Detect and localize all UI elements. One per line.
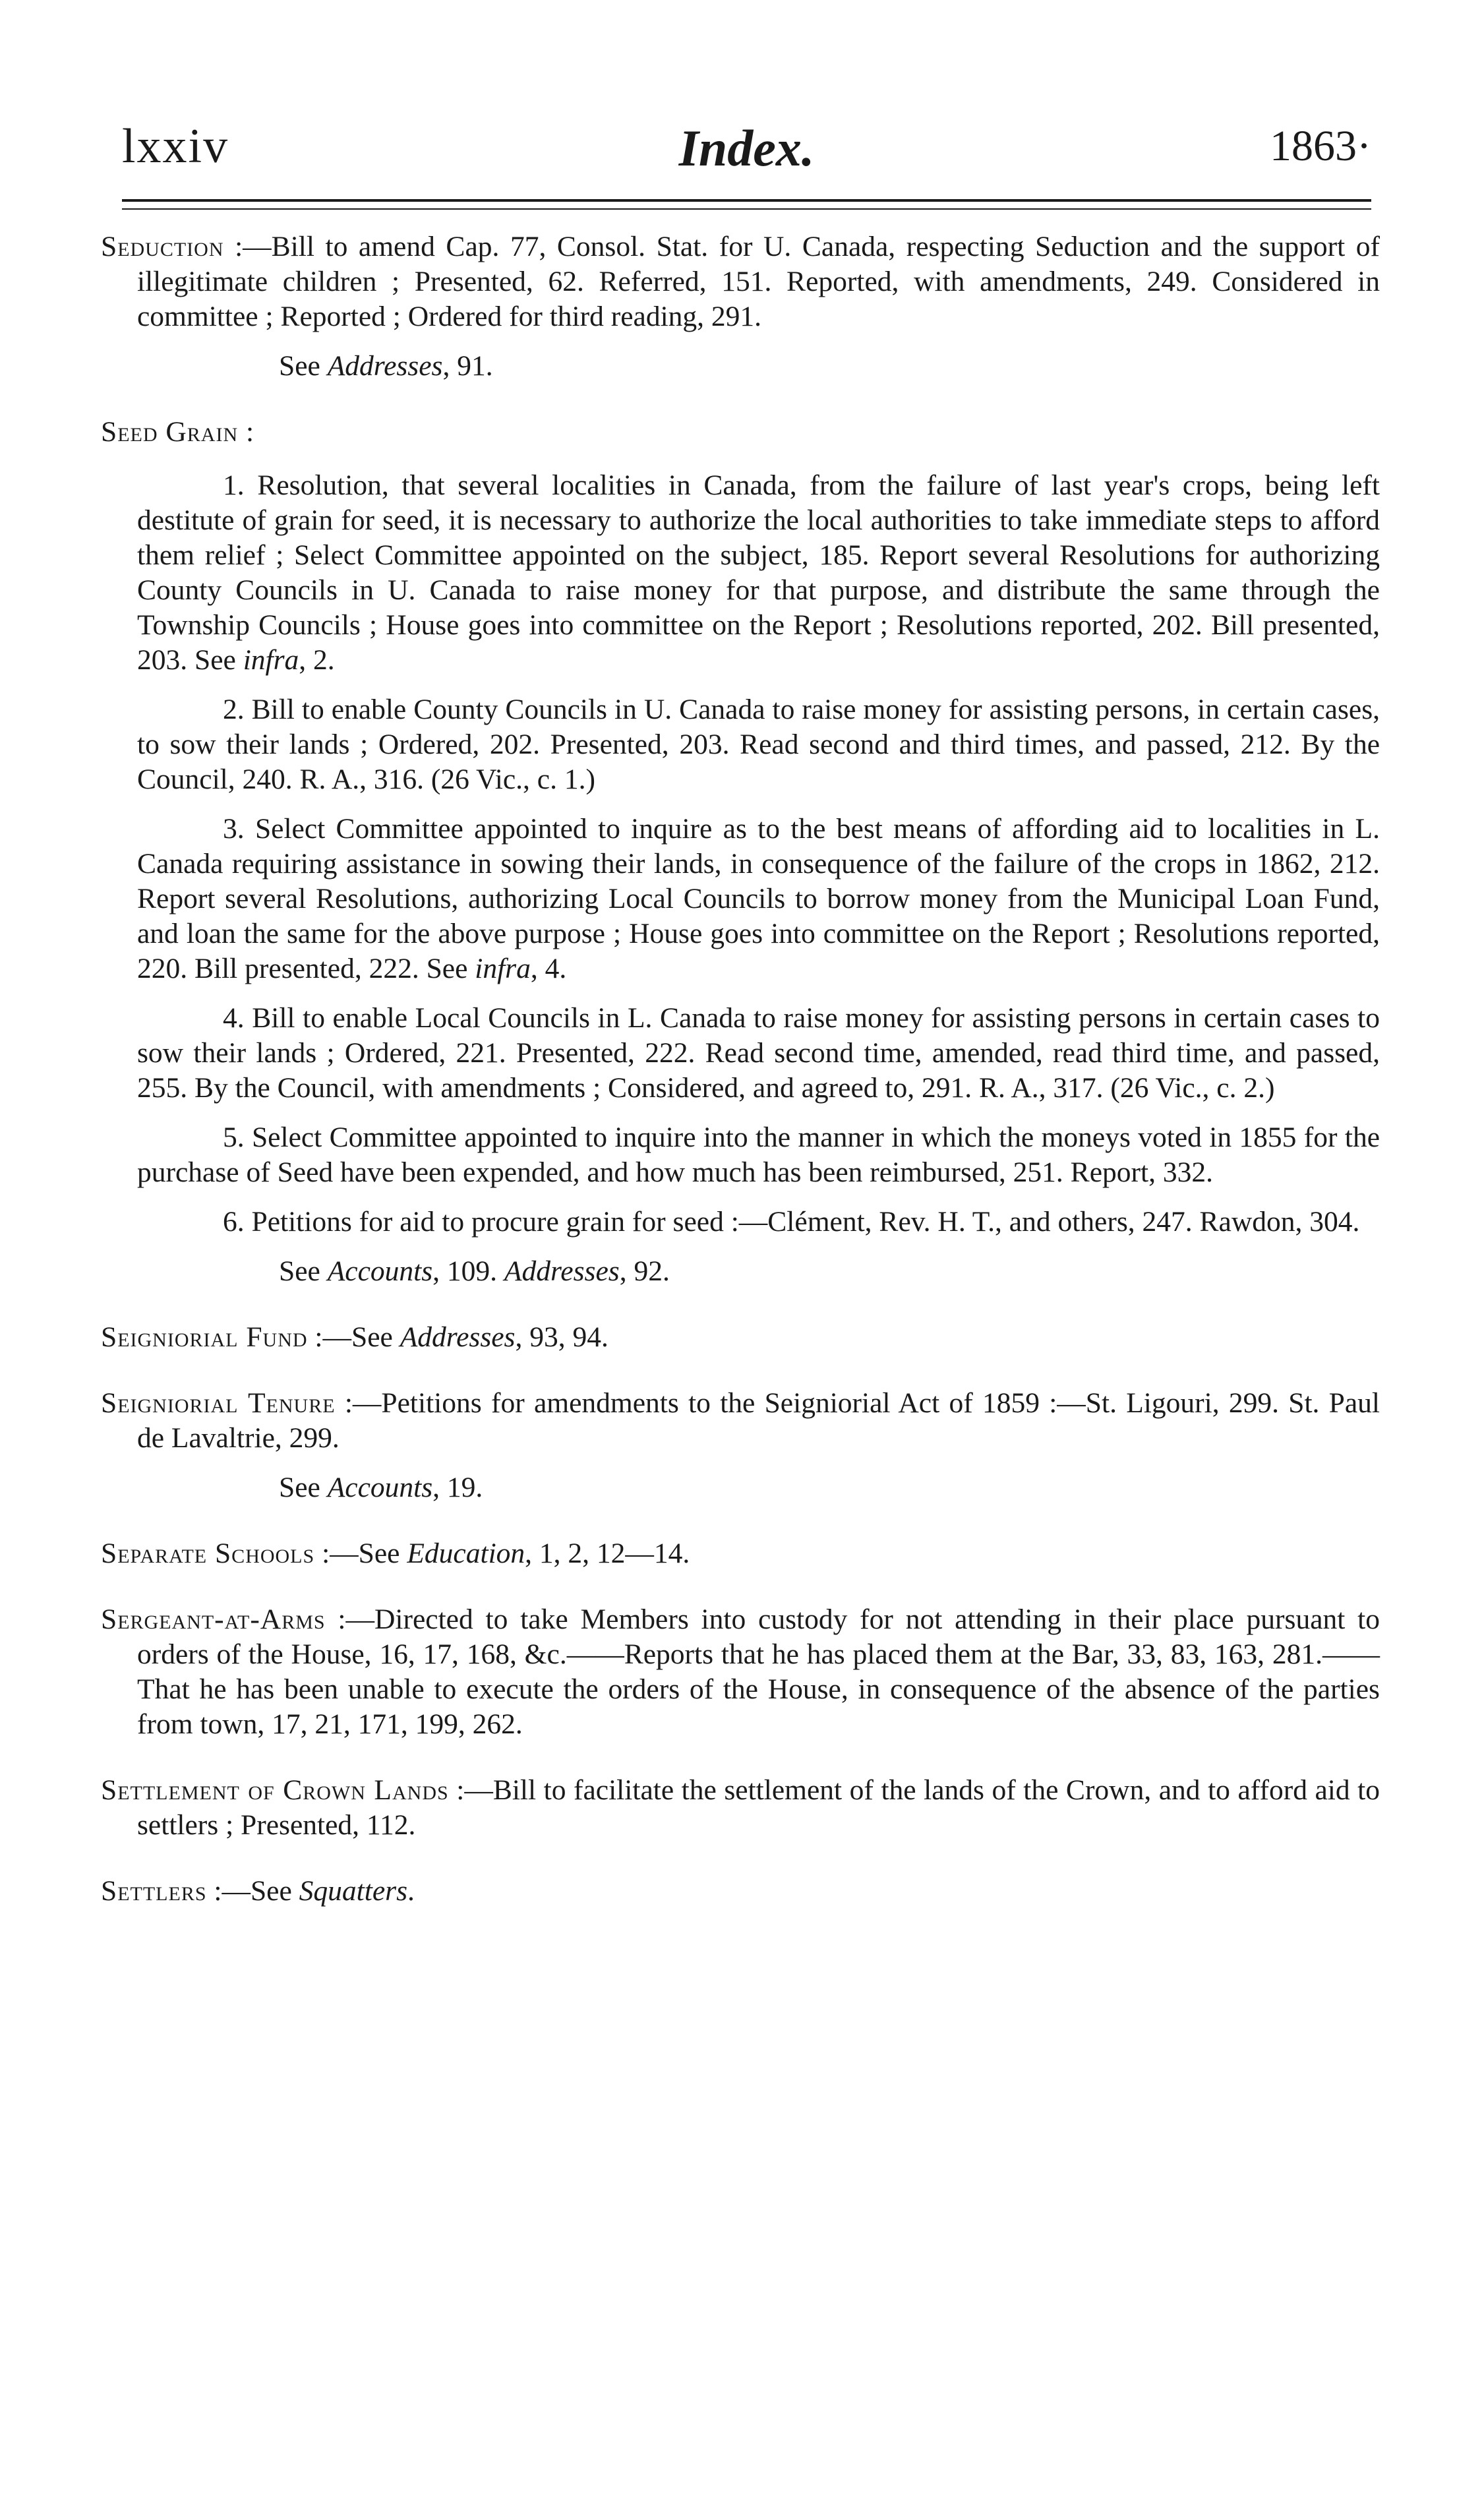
entry-body: :—Bill to facilitate the settlement of the lands of the Crown, and to afford aid to settlers ; Presented, 112. [137,1774,1380,1841]
entry-text [101,1874,1380,1909]
page-title: Index. [678,119,815,177]
sub-entry-number: 6. [223,1206,245,1238]
see-reference [101,349,1380,384]
sub-entry-text: Petitions for aid to procure grain for seed :—Clément, Rev. H. T., and others, 247. Rawdon, 304. [251,1206,1360,1238]
entry-body: :—Petitions for amendments to the Seigniorial Act of 1859 :—St. Ligouri, 299. St. Paul de Lavaltrie, 299. [137,1387,1380,1454]
entry-body: :—See [314,1321,400,1353]
sub-entry-number: 5. [223,1122,245,1153]
sub-entry-6 [101,1205,1380,1240]
entry-text [101,1602,1380,1742]
cross-ref: Accounts [327,1472,433,1503]
see-prefix: See [279,1472,328,1503]
sub-entry-4 [101,1001,1380,1106]
entry-seduction [101,229,1380,384]
cross-ref: Accounts [327,1255,433,1287]
entry-text [101,1386,1380,1456]
entry-separate-schools [101,1536,1380,1571]
entry-text [101,229,1380,334]
sub-entry-3 [101,812,1380,986]
entry-text [101,1536,1380,1571]
entry-heading: Seduction [101,231,224,262]
entry-seigniorial-fund [101,1320,1380,1355]
entry-settlement-crown-lands [101,1773,1380,1843]
cross-ref: Addresses [327,350,443,382]
sub-entry-number: 2. [223,694,245,725]
sub-entry-text: Select Committee appointed to inquire as to the best means of affording aid to localities in L. Canada requiring assistance in sowing their lands, in consequence of the failure of the crops in 1862, 212. Report several Resolutions, authorizing Local Councils to borrow money from the Municipal Loan Fund, and loan the same for the above purpose ; House goes into committee on the Report ; Resolutions reported, 220. Bill presented, 222. See [137,813,1380,984]
cross-ref: Addresses [400,1321,516,1353]
sub-entry-text: Resolution, that several localities in Canada, from the failure of last year's crops, being left destitute of grain for seed, it is necessary to authorize the local authorities to take immediate steps to afford them relief ; Select Committee appointed on the subject, 185. Report several Resolutions for authorizing County Councils in U. Canada to raise money for that purpose, and distribute the same through the Township Councils ; House goes into committee on the Report ; Resolutions reported, 202. Bill presented, 203. See [137,469,1380,676]
index-content [101,229,1380,1940]
entry-heading: Separate Schools [101,1538,315,1569]
running-head [122,119,1371,178]
page-number: lxxiv [122,119,229,173]
see-prefix: See [279,1255,328,1287]
entry-body: :—Bill to amend Cap. 77, Consol. Stat. for U. Canada, respecting Seduction and the support of illegitimate children ; Presented, 62. Referred, 151. Reported, with amendments, 249. Considered in committee ; Reported ; Ordered for third reading, 291. [137,231,1380,332]
sub-entry-number: 4. [223,1002,245,1034]
entry-seigniorial-tenure [101,1386,1380,1505]
entry-heading: Settlers [101,1875,207,1907]
sub-entry-1 [101,468,1380,678]
sub-entry-text: Bill to enable County Councils in U. Canada to raise money for assisting persons, in certain cases, to sow their lands ; Ordered, 202. Presented, 203. Read second and third times, and passed, 212. By the Council, 240. R. A., 316. (26 Vic., c. 1.) [137,694,1380,795]
year-label: 1863· [1270,122,1371,170]
entry-heading: Seigniorial Tenure [101,1387,336,1419]
entry-tail: , 93, 94. [515,1321,608,1353]
sub-entry-text: Select Committee appointed to inquire into the manner in which the moneys voted in 1855 for the purchase of Seed have been expended, and how much has been reimbursed, 251. Report, 332. [137,1122,1380,1188]
sub-entry-5 [101,1120,1380,1190]
entry-tail: , 1, 2, 12—14. [525,1538,690,1569]
entry-text [101,1320,1380,1355]
cross-ref: Squatters [299,1875,408,1907]
sub-entry-tail: , 2. [299,644,335,676]
see-suffix: , 92. [619,1255,670,1287]
entry-body: :—Directed to take Members into custody for not attending in their place pursuant to orders of the House, 16, 17, 168, &c.——Reports that he has placed them at the Bar, 33, 83, 163, 281.——That he has been unable to execute the orders of the House, in consequence of the absence of the parties from town, 17, 21, 171, 199, 262. [137,1603,1380,1740]
sub-entry-2 [101,692,1380,797]
entry-seed-grain [101,415,1380,1289]
entry-tail: . [407,1875,415,1907]
entry-text [101,415,1380,450]
entry-sergeant-at-arms [101,1602,1380,1742]
sub-entry-number: 3. [223,813,245,845]
cross-ref: infra [243,644,299,676]
entry-body: :—See [322,1538,407,1569]
sub-entry-tail: , 4. [530,953,567,984]
cross-ref: infra [475,953,531,984]
cross-ref: Education [407,1538,525,1569]
sub-entry-number: 1. [223,469,245,501]
header-rule [122,199,1371,210]
entry-heading: Seigniorial Fund [101,1321,308,1353]
see-suffix: , 91. [442,350,493,382]
entry-body: :—See [214,1875,299,1907]
sub-entry-text: Bill to enable Local Councils in L. Canada to raise money for assisting persons in certain cases to sow their lands ; Ordered, 221. Presented, 222. Read second time, amended, read third time, and passed, 255. By the Council, with amendments ; Considered, and agreed to, 291. R. A., 317. (26 Vic., c. 2.) [137,1002,1380,1104]
see-suffix: , 19. [432,1472,483,1503]
cross-ref: Addresses [504,1255,620,1287]
see-reference [101,1470,1380,1505]
entry-text [101,1773,1380,1843]
entry-heading: Seed Grain : [101,416,255,448]
entry-heading: Settlement of Crown Lands [101,1774,449,1806]
entry-heading: Sergeant-at-Arms [101,1603,326,1635]
see-prefix: See [279,350,328,382]
entry-settlers [101,1874,1380,1909]
see-reference [101,1254,1380,1289]
see-mid: , 109. [432,1255,504,1287]
